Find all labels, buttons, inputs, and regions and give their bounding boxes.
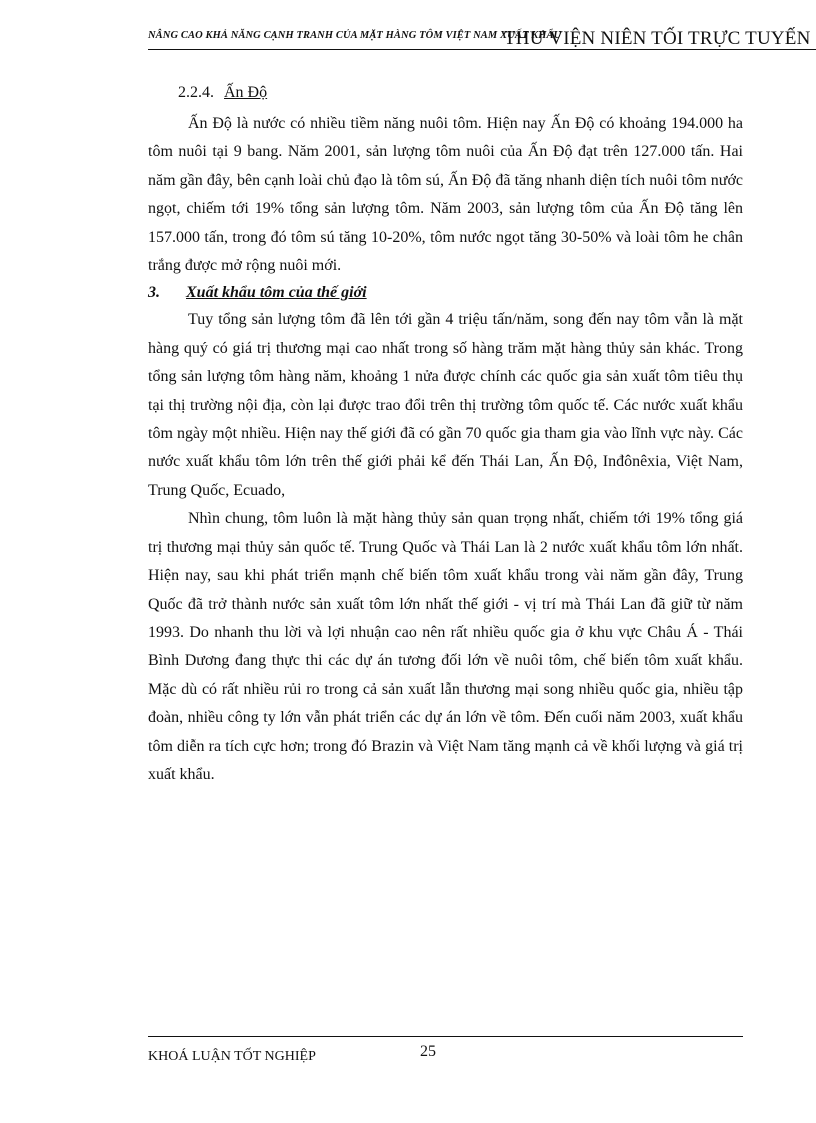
- page-number: 25: [420, 1043, 436, 1060]
- subsection-heading: [178, 80, 743, 106]
- section-title: Xuất khẩu tôm của thế giới: [186, 284, 367, 302]
- subsection-title: Ấn Độ: [224, 84, 268, 101]
- page-body: [148, 80, 743, 789]
- paragraph-world-export: Tuy tổng sản lượng tôm đã lên tới gần 4 triệu tấn/năm, song đến nay tôm vẫn là mặt hàng quý có giá trị thương mại cao nhất trong số hàng trăm mặt hàng thủy sản khác. Trong tổng sản lượng tôm hàng năm, khoảng 1 nửa được chính các quốc gia sản xuất tôm tiêu thụ tại thị trường nội địa, còn lại được trao đổi trên thị trường tôm quốc tế. Các nước xuất khẩu tôm ngày một nhiều. Hiện nay thế giới đã có gần 70 quốc gia tham gia vào lĩnh vực này. Các nước xuất khẩu tôm lớn trên thế giới phải kể đến Thái Lan, Ấn Độ, Inđônêxia, Việt Nam, Trung Quốc, Ecuado,: [148, 311, 743, 499]
- paragraph-overview: Nhìn chung, tôm luôn là mặt hàng thủy sản quan trọng nhất, chiếm tới 19% tổng giá trị thương mại thủy sản quốc tế. Trung Quốc và Thái Lan là 2 nước xuất khẩu tôm lớn nhất. Hiện nay, sau khi phát triển mạnh chế biến tôm xuất khẩu trong vài năm gần đây, Trung Quốc đã trở thành nước sản xuất tôm lớn nhất thế giới - vị trí mà Thái Lan đã giữ từ năm 1993. Do nhanh thu lời và lợi nhuận cao nên rất nhiều quốc gia ở khu vực Châu Á - Thái Bình Dương đang thực thi các dự án tương đối lớn về nuôi tôm, chế biến tôm xuất khẩu. Mặc dù có rất nhiều rủi ro trong cả sản xuất lẫn thương mại song nhiều quốc gia, nhiều tập đoàn, nhiều công ty lớn vẫn phát triển các dự án lớn về tôm. Đến cuối năm 2003, xuất khẩu tôm diễn ra tích cực hơn; trong đó Brazin và Việt Nam tăng mạnh cả về khối lượng và giá trị xuất khẩu.: [148, 510, 743, 783]
- paragraph-india: Ấn Độ là nước có nhiều tiềm năng nuôi tôm. Hiện nay Ấn Độ có khoảng 194.000 ha tôm nuôi tại 9 bang. Năm 2001, sản lượng tôm nuôi của Ấn Độ đạt trên 127.000 tấn. Hai năm gần đây, bên cạnh loài chủ đạo là tôm sú, Ấn Độ đã tăng nhanh diện tích nuôi tôm nước ngọt, chiếm tới 19% tổng sản lượng tôm. Năm 2003, sản lượng tôm của Ấn Độ tăng lên 157.000 tấn, trong đó tôm sú tăng 10-20%, tôm nước ngọt tăng 30-50% và loài tôm he chân trắng được mở rộng nuôi mới.: [148, 115, 743, 275]
- page-header: [148, 28, 816, 50]
- subsection-number: 2.2.4.: [178, 84, 214, 101]
- library-watermark-stamp: THƯ VIỆN NIÊN TỐI TRỰC TUYẾN: [504, 28, 811, 49]
- header-divider: [148, 49, 816, 50]
- running-header-title: NÂNG CAO KHẢ NĂNG CẠNH TRANH CỦA MẶT HÀNG TÔM VIỆT NAM XUẤT KHẨU: [148, 30, 562, 41]
- footer-thesis-label: KHOÁ LUẬN TỐT NGHIỆP: [148, 1049, 316, 1064]
- section-heading: [148, 280, 743, 306]
- section-number: 3.: [148, 284, 160, 302]
- footer-divider: [148, 1036, 743, 1037]
